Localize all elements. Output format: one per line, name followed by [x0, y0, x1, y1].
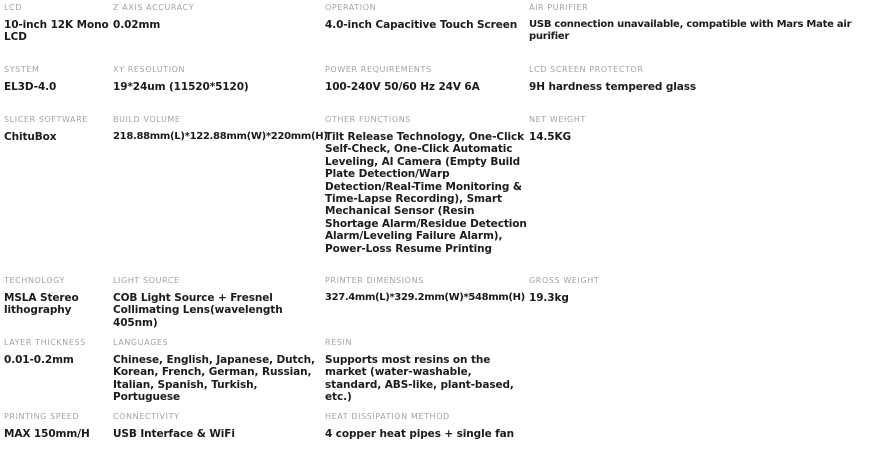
spec-slicer-software: [4, 115, 110, 143]
spec-technology: [4, 276, 110, 317]
spec-value: 100-240V 50/60 Hz 24V 6A: [325, 81, 480, 93]
spec-value: 9H hardness tempered glass: [529, 81, 697, 93]
spec-label: LAYER THICKNESS: [4, 338, 86, 347]
spec-value: MAX 150mm/H: [4, 428, 90, 440]
spec-value: 19*24um (11520*5120): [113, 81, 249, 93]
spec-value: ChituBox: [4, 131, 57, 143]
spec-label: NET WEIGHT: [529, 115, 586, 124]
spec-value: 14.5KG: [529, 131, 572, 143]
spec-label: PRINTER DIMENSIONS: [325, 276, 424, 285]
spec-connectivity: [113, 412, 323, 440]
spec-label: SYSTEM: [4, 65, 40, 74]
spec-printing-speed: [4, 412, 110, 440]
spec-light-source: [113, 276, 323, 329]
spec-label: TECHNOLOGY: [4, 276, 65, 285]
spec-value: 10-inch 12K Mono LCD: [4, 19, 109, 44]
spec-value: USB Interface & WiFi: [113, 428, 235, 440]
spec-build-volume: [113, 115, 328, 143]
spec-heat-dissipation-method: [325, 412, 527, 440]
spec-label: POWER REQUIREMENTS: [325, 65, 432, 74]
spec-xy-resolution: [113, 65, 323, 93]
spec-value: Supports most resins on the market (water-washable, standard, ABS-like, plant-based, etc.): [325, 354, 514, 404]
spec-operation: [325, 3, 527, 31]
spec-label: CONNECTIVITY: [113, 412, 180, 421]
spec-other-functions: [325, 115, 527, 255]
spec-label: LIGHT SOURCE: [113, 276, 180, 285]
spec-label: LANGUAGES: [113, 338, 169, 347]
spec-net-weight: [529, 115, 885, 143]
spec-label: XY RESOLUTION: [113, 65, 186, 74]
spec-power-requirements: [325, 65, 527, 93]
spec-label: BUILD VOLUME: [113, 115, 181, 124]
spec-printer-dimensions: [325, 276, 527, 304]
spec-lcd-screen-protector: [529, 65, 885, 93]
spec-resin: [325, 338, 527, 404]
spec-value: EL3D-4.0: [4, 81, 57, 93]
spec-label: PRINTING SPEED: [4, 412, 80, 421]
spec-value: 4.0-inch Capacitive Touch Screen: [325, 19, 518, 31]
spec-label: RESIN: [325, 338, 353, 347]
spec-value: 0.01-0.2mm: [4, 354, 74, 366]
spec-languages: [113, 338, 323, 404]
spec-value: USB connection unavailable, compatible with Mars Mate air purifier: [529, 19, 852, 43]
spec-value: MSLA Stereo lithography: [4, 292, 79, 317]
spec-label: AIR PURIFIER: [529, 3, 589, 12]
spec-value: 218.88mm(L)*122.88mm(W)*220mm(H): [113, 131, 328, 142]
spec-label: Z AXIS ACCURACY: [113, 3, 195, 12]
spec-layer-thickness: [4, 338, 110, 366]
spec-value: Tilt Release Technology, One-Click Self-Check, One-Click Automatic Leveling, AI Camera (Empty Build Plate Detection/Warp Detection/Real-Time Monitoring & Time-Lapse Recording), Smart Mechanical Sensor (Resin Shortage Alarm/Residue Detection Alarm/Leveling Failure Alarm), Power-Loss Resume Printing: [325, 131, 527, 255]
spec-system: [4, 65, 110, 93]
spec-z-axis-accuracy: [113, 3, 323, 31]
spec-label: SLICER SOFTWARE: [4, 115, 88, 124]
spec-label: LCD: [4, 3, 23, 12]
spec-label: HEAT DISSIPATION METHOD: [325, 412, 450, 421]
spec-gross-weight: [529, 276, 885, 304]
spec-value: 19.3kg: [529, 292, 569, 304]
spec-value: 0.02mm: [113, 19, 161, 31]
spec-value: 4 copper heat pipes + single fan: [325, 428, 514, 440]
spec-value: COB Light Source + Fresnel Collimating Lens(wavelength 405nm): [113, 292, 283, 329]
spec-value: Chinese, English, Japanese, Dutch, Korean, French, German, Russian, Italian, Spanish, Turkish, Portuguese: [113, 354, 315, 404]
spec-value: 327.4mm(L)*329.2mm(W)*548mm(H): [325, 292, 525, 303]
spec-air-purifier: [529, 3, 885, 44]
spec-label: OTHER FUNCTIONS: [325, 115, 411, 124]
spec-label: OPERATION: [325, 3, 377, 12]
spec-label: LCD SCREEN PROTECTOR: [529, 65, 644, 74]
spec-label: GROSS WEIGHT: [529, 276, 600, 285]
spec-lcd: [4, 3, 110, 44]
